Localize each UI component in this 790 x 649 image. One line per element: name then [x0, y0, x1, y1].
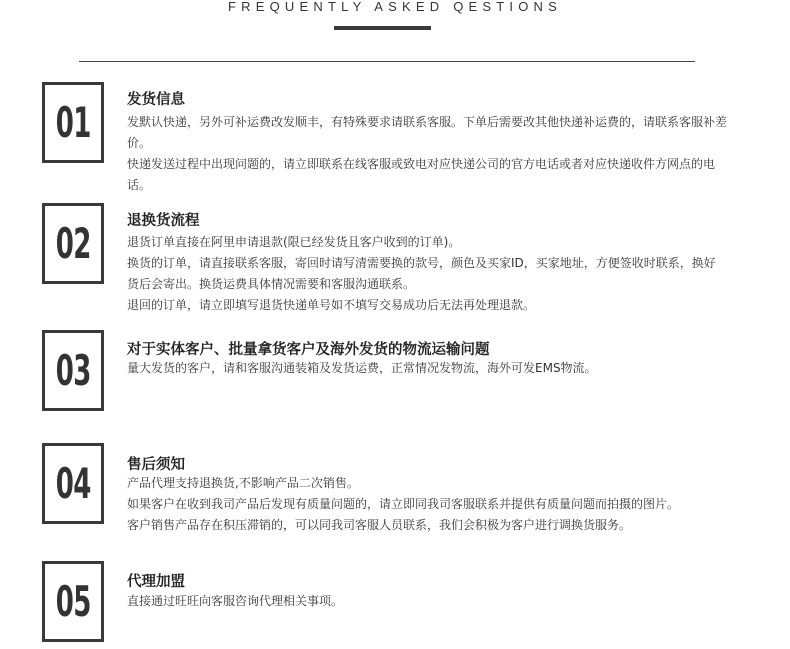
- faq-text: 换货的订单，请直接联系客服，寄回时请写清需要换的款号，颜色及买家ID，买家地址，方便签收时联系，换好货后会寄出。换货运费具体情况需要和客服沟通联系。: [127, 256, 716, 292]
- faq-text: 如果客户在收到我司产品后发现有质量问题的，请立即同我司客服联系并提供有质量问题而拍摄的图片。: [127, 497, 680, 511]
- number-badge: [42, 203, 104, 284]
- faq-text: 退回的订单，请立即填写退货快递单号如不填写交易成功后无法再处理退款。: [127, 298, 536, 312]
- faq-title: 售后须知: [127, 457, 185, 473]
- number-label: 02: [55, 219, 91, 268]
- faq-text: 量大发货的客户，请和客服沟通装箱及发货运费，正常情况发物流，海外可发EMS物流。: [127, 361, 597, 375]
- number-label: 01: [55, 98, 91, 147]
- faq-title: 退换货流程: [127, 213, 200, 229]
- number-badge: [42, 82, 104, 163]
- number-badge: [42, 443, 104, 524]
- number-badge: [42, 561, 104, 642]
- number-label: 05: [55, 577, 91, 626]
- faq-text: 直接通过旺旺向客服咨询代理相关事项。: [127, 594, 344, 608]
- faq-text: 退货订单直接在阿里申请退款(限已经发货且客户收到的订单)。: [127, 235, 461, 249]
- faq-text: 客户销售产品存在积压滞销的，可以同我司客服人员联系，我们会积极为客户进行调换货服务。: [127, 518, 632, 532]
- faq-title: 代理加盟: [127, 574, 185, 590]
- heading-divider: [79, 61, 695, 62]
- heading-accent-bar: [334, 26, 431, 30]
- faq-title: 对于实体客户、批量拿货客户及海外发货的物流运输问题: [127, 342, 490, 358]
- faq-heading: FREQUENTLY ASKED QESTIONS: [228, 0, 562, 14]
- faq-text: 发默认快递，另外可补运费改发顺丰，有特殊要求请联系客服。下单后需要改其他快递补运费的，请联系客服补差价。: [127, 115, 728, 151]
- number-badge: [42, 330, 104, 411]
- number-label: 04: [55, 459, 91, 508]
- faq-title: 发货信息: [127, 92, 185, 108]
- faq-text: 快递发送过程中出现问题的，请立即联系在线客服或致电对应快递公司的官方电话或者对应快递收件方网点的电话。: [127, 157, 716, 193]
- faq-text: 产品代理支持退换货,不影响产品二次销售。: [127, 476, 359, 490]
- number-label: 03: [55, 346, 91, 395]
